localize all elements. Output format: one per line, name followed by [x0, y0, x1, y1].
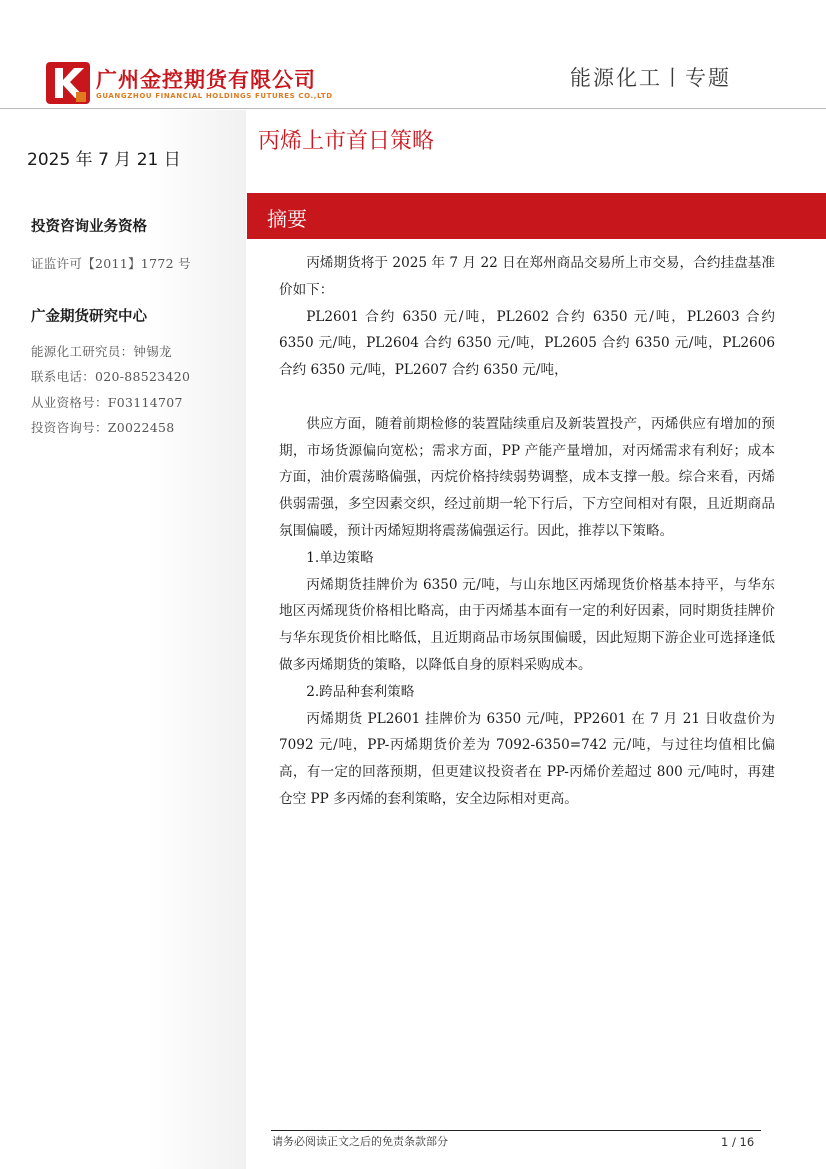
- blank-line: [279, 384, 775, 411]
- qualification-heading: 投资咨询业务资格: [31, 219, 147, 235]
- paragraph: PL2601 合约 6350 元/吨，PL2602 合约 6350 元/吨，PL2603 合约 6350 元/吨，PL2604 合约 6350 元/吨，PL2605 合约 6350 元/吨，PL2606 合约 6350 元/吨，PL2607 合约 6350 元/吨，: [279, 308, 775, 379]
- consult-number: 投资咨询号：Z0022458: [31, 420, 175, 435]
- footer-disclaimer: 请务必阅读正文之后的免责条款部分: [272, 1135, 448, 1148]
- license-number: 证监许可【2011】1772 号: [31, 256, 191, 271]
- report-title: 丙烯上市首日策略: [258, 129, 435, 154]
- page-number: 1 / 16: [721, 1135, 755, 1149]
- section-heading: 1.单边策略: [306, 549, 374, 566]
- header-divider: [0, 108, 826, 109]
- qualification-number: 从业资格号：F03114707: [31, 395, 183, 410]
- abstract-body: [279, 250, 775, 813]
- researcher-name: 能源化工研究员：钟锡龙: [31, 344, 172, 359]
- report-category: 能源化工丨专题: [570, 66, 731, 90]
- paragraph: 丙烯期货 PL2601 挂牌价为 6350 元/吨，PP2601 在 7 月 21 日收盘价为 7092 元/吨，PP-丙烯期货价差为 7092-6350=742 元/吨，与过往均值相比偏高，有一定的回落预期，但更建议投资者在 PP-丙烯价差超过 800 元/吨时，再建仓空 PP 多丙烯的套利策略，安全边际相对更高。: [279, 710, 775, 807]
- section-heading: 2.跨品种套利策略: [306, 683, 415, 700]
- paragraph: 丙烯期货挂牌价为 6350 元/吨，与山东地区丙烯现货价格基本持平，与华东地区丙烯现货价格相比略高，由于丙烯基本面有一定的利好因素，同时期货挂牌价与华东现货价相比略低，且近期商品市场氛围偏暖，因此短期下游企业可选择逢低做多丙烯期货的策略，以降低自身的原料采购成本。: [279, 576, 775, 673]
- abstract-label: 摘要: [267, 207, 307, 231]
- research-center-heading: 广金期货研究中心: [31, 309, 147, 325]
- company-name-english: GUANGZHOU FINANCIAL HOLDINGS FUTURES CO.,LTD: [96, 92, 333, 100]
- company-logo-icon: [46, 62, 90, 104]
- contact-phone: 联系电话：020-88523420: [31, 369, 191, 384]
- abstract-header: [247, 193, 826, 239]
- paragraph: 供应方面，随着前期检修的装置陆续重启及新装置投产，丙烯供应有增加的预期，市场货源偏向宽松；需求方面，PP 产能产量增加，对丙烯需求有利好；成本方面，油价震荡略偏强，丙烷价格持续弱势调整，成本支撑一般。综合来看，丙烯供弱需强，多空因素交织，经过前期一轮下行后，下方空间相对有限，且近期商品氛围偏暖，预计丙烯短期将震荡偏强运行。因此，推荐以下策略。: [279, 415, 775, 539]
- page-header: [0, 0, 826, 110]
- company-name: 广州金控期货有限公司: [96, 68, 316, 92]
- footer-divider: [271, 1130, 761, 1131]
- paragraph: 丙烯期货将于 2025 年 7 月 22 日在郑州商品交易所上市交易，合约挂盘基准价如下：: [279, 255, 775, 298]
- report-date: 2025 年 7 月 21 日: [27, 150, 181, 170]
